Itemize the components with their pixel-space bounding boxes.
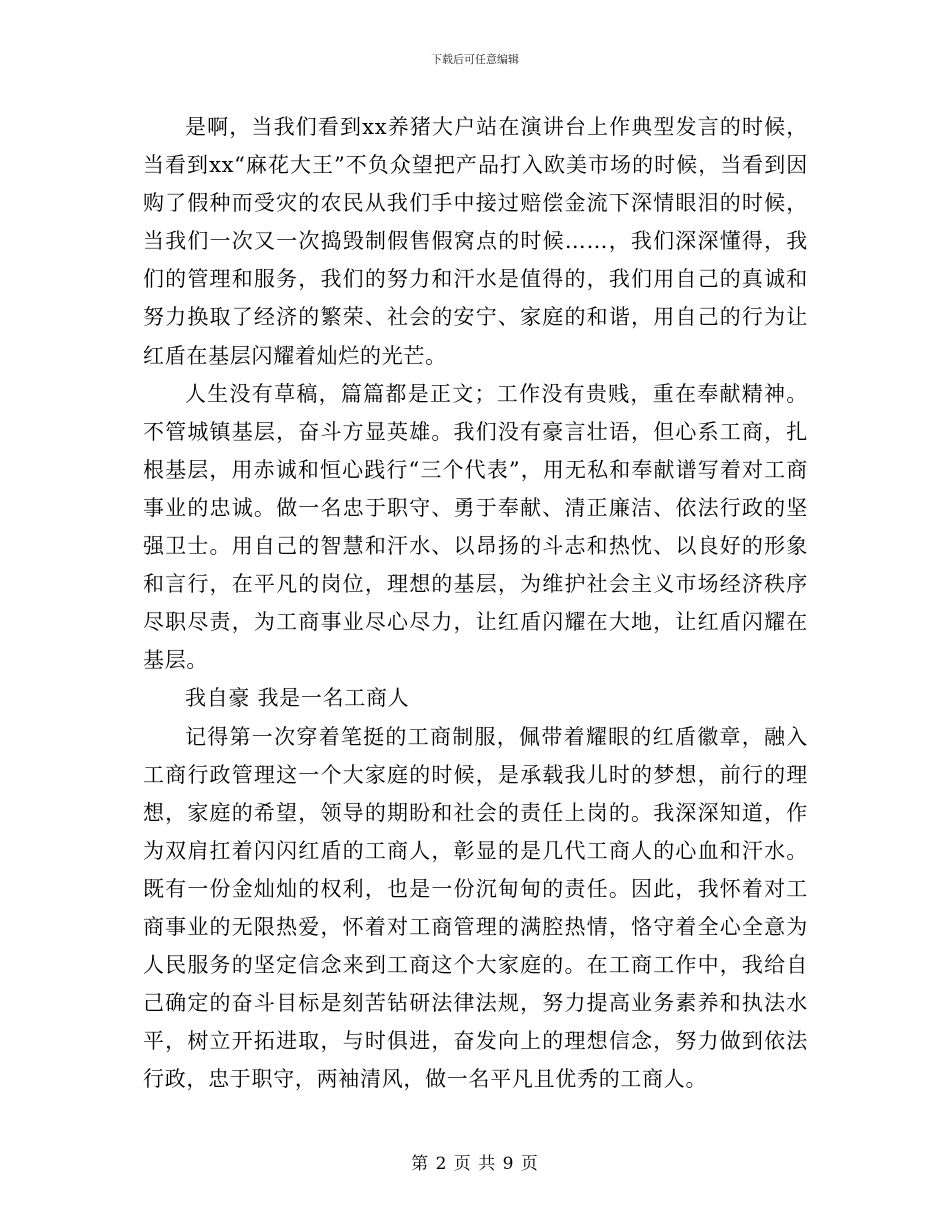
- section-heading: 我自豪 我是一名工商人: [185, 686, 410, 711]
- document-body: [143, 108, 808, 1098]
- paragraph-3: 记得第一次穿着笔挺的工商制服，佩带着耀眼的红盾徽章，融入工商行政管理这一个大家庭的时候，是承载我儿时的梦想，前行的理想，家庭的希望，领导的期盼和社会的责任上岗的。我深深知道，作为双肩扛着闪闪红盾的工商人，彰显的是几代工商人的心血和汗水。既有一份金灿灿的权利，也是一份沉甸甸的责任。因此，我怀着对工商事业的无限热爱，怀着对工商管理的满腔热情，恪守着全心全意为人民服务的坚定信念来到工商这个大家庭的。在工商工作中，我给自己确定的奋斗目标是刻苦钻研法律法规，努力提高业务素养和执法水平，树立开拓进取，与时俱进，奋发向上的理想信念，努力做到依法行政，忠于职守，两袖清风，做一名平凡且优秀的工商人。: [143, 724, 808, 1092]
- paragraph-1: 是啊，当我们看到xx养猪大户站在演讲台上作典型发言的时候，当看到xx“麻花大王”不负众望把产品打入欧美市场的时候，当看到因购了假种而受灾的农民从我们手中接过赔偿金流下深情眼泪的时候，当我们一次又一次捣毁制假售假窝点的时候……，我们深深懂得，我们的管理和服务，我们的努力和汗水是值得的，我们用自己的真诚和努力换取了经济的繁荣、社会的安宁、家庭的和谐，用自己的行为让红盾在基层闪耀着灿烂的光芒。: [143, 115, 808, 368]
- paragraph-2: 人生没有草稿，篇篇都是正文；工作没有贵贱，重在奉献精神。不管城镇基层，奋斗方显英雄。我们没有豪言壮语，但心系工商，扎根基层，用赤诚和恒心践行“三个代表”，用无私和奉献谱写着对工商事业的忠诚。做一名忠于职守、勇于奉献、清正廉洁、依法行政的坚强卫士。用自己的智慧和汗水、以昂扬的斗志和热忱、以良好的形象和言行，在平凡的岗位，理想的基层，为维护社会主义市场经济秩序尽职尽责，为工商事业尽心尽力，让红盾闪耀在大地，让红盾闪耀在基层。: [143, 381, 808, 673]
- page-number: 第 2 页 共 9 页: [411, 1154, 539, 1174]
- page-header: 下载后可任意编辑: [431, 53, 519, 66]
